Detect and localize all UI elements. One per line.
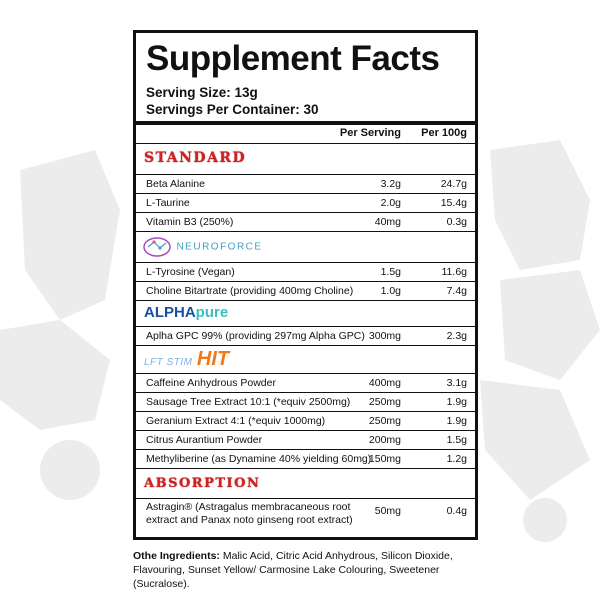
hit-main-text: HIT bbox=[196, 348, 230, 370]
per-100g-value: 1.9g bbox=[446, 415, 467, 427]
ingredient-name bbox=[146, 501, 353, 527]
per-100g-value: 0.4g bbox=[446, 505, 467, 517]
per-100g-value: 1.5g bbox=[446, 434, 467, 446]
per-serving-value: 3.2g bbox=[380, 178, 401, 190]
per-serving-value: 250mg bbox=[368, 415, 401, 427]
other-ingredients bbox=[133, 549, 493, 591]
table-row bbox=[136, 499, 475, 531]
panel-title: Supplement Facts bbox=[146, 39, 440, 78]
serving-size: Serving Size: 13g bbox=[146, 85, 258, 100]
table-row bbox=[136, 175, 475, 194]
per-100g-value: 1.2g bbox=[446, 453, 467, 465]
table-row bbox=[136, 374, 475, 393]
ingredient-name: Vitamin B3 (250%) bbox=[146, 216, 234, 228]
servings-per-container: Servings Per Container: 30 bbox=[146, 102, 319, 117]
per-100g-value: 0.3g bbox=[446, 216, 467, 228]
per-100g-value: 1.9g bbox=[446, 396, 467, 408]
section-alphapure-logo bbox=[144, 304, 228, 326]
alphapure-text-a: ALPHA bbox=[144, 304, 196, 321]
brain-icon bbox=[142, 236, 172, 258]
ingredient-name: Beta Alanine bbox=[146, 178, 205, 190]
ingredient-name: Citrus Aurantium Powder bbox=[146, 434, 263, 446]
per-100g-value: 3.1g bbox=[446, 377, 467, 389]
table-row bbox=[136, 431, 475, 450]
ingredient-name: L-Taurine bbox=[146, 197, 190, 209]
hit-prefix-text: LFT STIM bbox=[144, 357, 193, 368]
alphapure-text-b: pure bbox=[195, 304, 229, 321]
per-serving-value: 300mg bbox=[368, 330, 401, 342]
table-row bbox=[136, 282, 475, 301]
divider-thick bbox=[136, 121, 475, 125]
ingredient-name-line1: Astragin® (Astragalus membracaneous root bbox=[146, 501, 351, 513]
table-row bbox=[136, 263, 475, 282]
ingredient-name: Methyliberine (as Dynamine 40% yielding 60mg) bbox=[146, 453, 372, 465]
per-100g-value: 11.6g bbox=[441, 266, 467, 278]
section-neuroforce-logo bbox=[142, 236, 263, 258]
ingredient-name: Geranium Extract 4:1 (*equiv 1000mg) bbox=[146, 415, 326, 427]
per-serving-value: 200mg bbox=[368, 434, 401, 446]
divider-thin bbox=[136, 143, 475, 144]
supplement-facts-panel bbox=[133, 30, 478, 540]
ingredient-name: Aplha GPC 99% (providing 297mg Alpha GPC) bbox=[146, 330, 365, 342]
other-ingredients-label: Othe Ingredients: bbox=[133, 550, 220, 562]
table-row bbox=[136, 393, 475, 412]
other-ingredients-text: Malic Acid, Citric Acid Anhydrous, Silicon Dioxide, Flavouring, Sunset Yellow/ Carmosine Lake Colouring, Sweetener (Sucralose). bbox=[133, 550, 453, 590]
section-standard-label: STANDARD bbox=[144, 150, 247, 166]
table-row bbox=[136, 213, 475, 232]
per-serving-value: 40mg bbox=[374, 216, 401, 228]
ingredient-name: Caffeine Anhydrous Powder bbox=[146, 377, 276, 389]
neuroforce-text: NEUROFORCE bbox=[176, 241, 263, 253]
table-row bbox=[136, 327, 475, 346]
per-serving-value: 1.0g bbox=[380, 285, 401, 297]
per-serving-value: 250mg bbox=[368, 396, 401, 408]
table-row bbox=[136, 450, 475, 469]
per-serving-value: 2.0g bbox=[380, 197, 401, 209]
section-hit-logo bbox=[144, 348, 229, 370]
per-serving-value: 50mg bbox=[374, 505, 401, 517]
per-serving-value: 400mg bbox=[368, 377, 401, 389]
table-row bbox=[136, 412, 475, 431]
ingredient-name: L-Tyrosine (Vegan) bbox=[146, 266, 235, 278]
per-serving-value: 150mg bbox=[368, 453, 401, 465]
section-absorption-label: ABSORPTION bbox=[144, 476, 261, 491]
col-header-per-100g: Per 100g bbox=[421, 127, 467, 139]
ingredient-name: Sausage Tree Extract 10:1 (*equiv 2500mg) bbox=[146, 396, 351, 408]
col-header-per-serving: Per Serving bbox=[339, 127, 401, 139]
per-100g-value: 2.3g bbox=[446, 330, 467, 342]
per-100g-value: 24.7g bbox=[440, 178, 467, 190]
table-row bbox=[136, 194, 475, 213]
per-100g-value: 7.4g bbox=[446, 285, 467, 297]
per-serving-value: 1.5g bbox=[380, 266, 401, 278]
per-100g-value: 15.4g bbox=[440, 197, 467, 209]
ingredient-name: Choline Bitartrate (providing 400mg Choline) bbox=[146, 285, 354, 297]
ingredient-name-line2: extract and Panax noto ginseng root extract) bbox=[146, 514, 353, 526]
